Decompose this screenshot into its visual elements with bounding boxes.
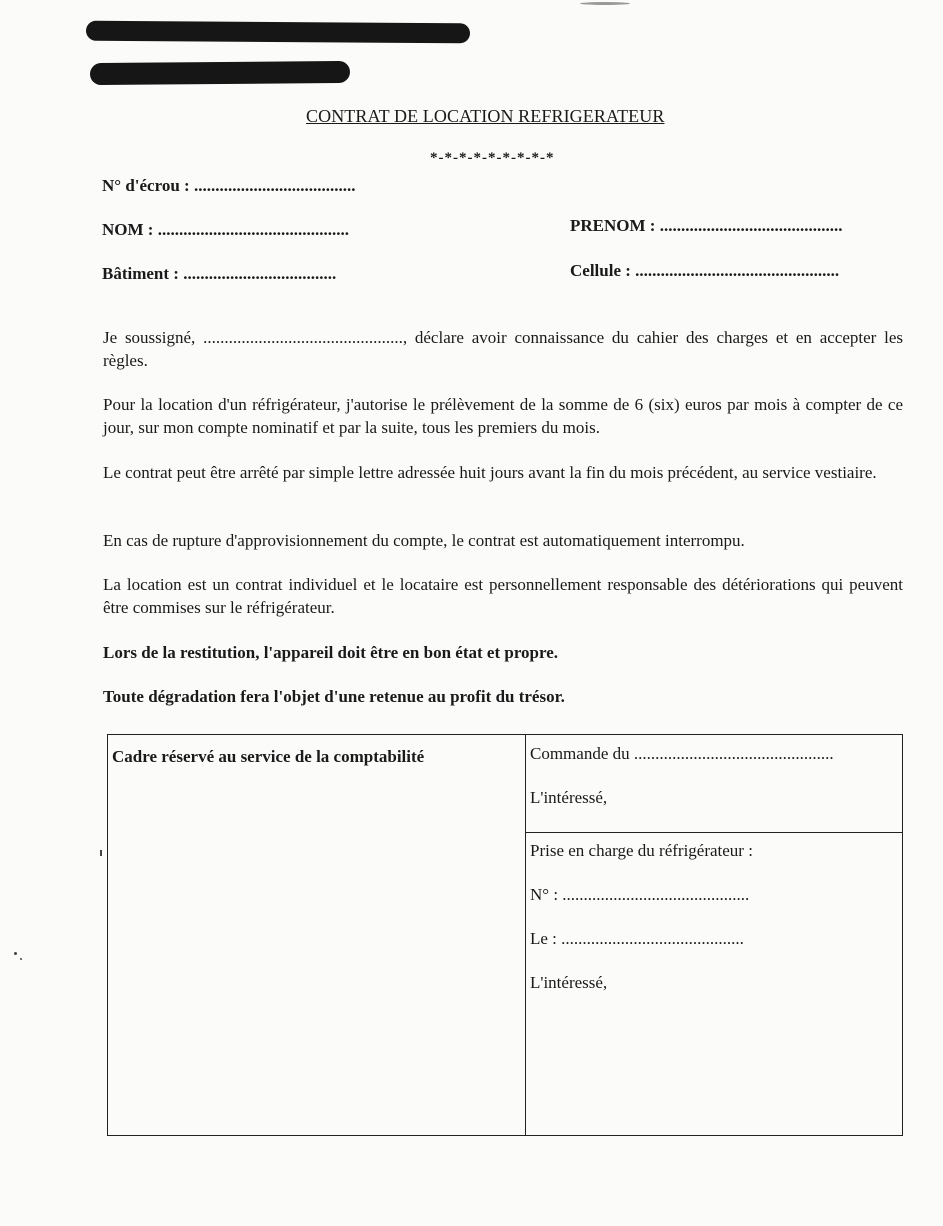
document-title: CONTRAT DE LOCATION REFRIGERATEUR [306, 106, 665, 126]
field-prenom: PRENOM : ........................................... [570, 216, 843, 235]
scan-speck [580, 2, 630, 5]
redaction-bar [90, 61, 350, 85]
date-line: Le : ........................................... [530, 929, 744, 948]
order-section [526, 735, 902, 833]
paragraph-declaration: Je soussigné, ..............................................., déclare avoir connaissance du cahier des charges et en accepter les règles. [103, 328, 903, 370]
accounting-column [108, 735, 526, 1135]
scan-speck [100, 850, 102, 856]
signature-label: L'intéressé, [530, 788, 608, 807]
paragraph-restitution: Lors de la restitution, l'appareil doit être en bon état et propre. [103, 643, 559, 662]
pickup-section [526, 832, 902, 1135]
redaction-bar [86, 21, 470, 44]
accounting-box [107, 734, 903, 1136]
field-batiment: Bâtiment : .................................... [102, 264, 337, 283]
accounting-title: Cadre réservé au service de la comptabilité [112, 747, 425, 766]
pickup-title: Prise en charge du réfrigérateur : [530, 841, 753, 860]
fridge-number-line: N° : ............................................ [530, 885, 750, 904]
order-line: Commande du ............................................... [530, 744, 834, 763]
signature-label: L'intéressé, [530, 973, 608, 992]
paragraph-prelevement: Pour la location d'un réfrigérateur, j'autorise le prélèvement de la somme de 6 (six) euros par mois à compter de ce jour, sur mon compte nominatif et par la suite, tous les premiers du mois. [103, 395, 903, 437]
paragraph-arret: Le contrat peut être arrêté par simple lettre adressée huit jours avant la fin du mois précédent, au service vestiaire. [103, 463, 877, 482]
paragraph-rupture: En cas de rupture d'approvisionnement du compte, le contrat est automatiquement interrompu. [103, 531, 745, 550]
scan-speck [14, 952, 17, 955]
title-separator: *-*-*-*-*-*-*-*-* [430, 150, 555, 166]
paragraph-responsabilite: La location est un contrat individuel et le locataire est personnellement responsable des détériorations qui peuvent être commises sur le réfrigérateur. [103, 575, 903, 617]
field-nom: NOM : ............................................. [102, 220, 349, 239]
field-cellule: Cellule : ................................................ [570, 261, 840, 280]
field-ecrou: N° d'écrou : ...................................... [102, 176, 356, 195]
scan-speck [20, 958, 22, 960]
paragraph-degradation: Toute dégradation fera l'objet d'une retenue au profit du trésor. [103, 687, 565, 706]
